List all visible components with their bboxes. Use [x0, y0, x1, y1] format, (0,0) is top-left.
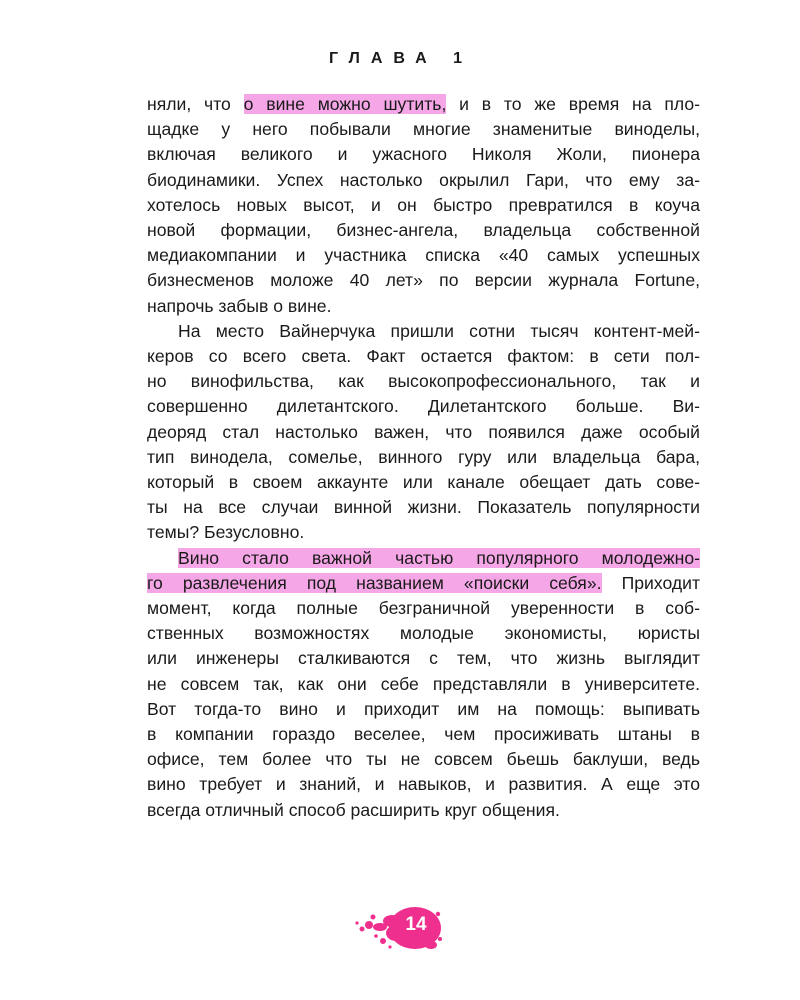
running-head: ГЛАВА 1 — [328, 50, 474, 67]
text-segment: хотелось новых высот, и он быстро превратился в коуча — [147, 194, 700, 215]
text-line — [147, 218, 700, 243]
text-segment: момент, когда полные безграничной уверенности в соб- — [147, 598, 700, 619]
text-segment: включая великого и ужасного Николя Жоли, пионера — [147, 144, 700, 165]
text-line — [147, 546, 700, 571]
text-line — [147, 621, 700, 646]
text-line — [147, 243, 700, 268]
text-line — [147, 520, 700, 545]
text-line — [147, 193, 700, 218]
text-line — [147, 747, 700, 772]
text-line — [147, 168, 700, 193]
text-segment: На место Вайнерчука пришли сотни тысяч контент-мей- — [178, 320, 700, 341]
text-line — [147, 344, 700, 369]
text-segment: биодинамики. Успех настолько окрылил Гари, что ему за- — [147, 169, 700, 190]
text-segment: ты на все случаи винной жизни. Показатель популярности — [147, 497, 700, 518]
text-segment: щадке у него побывали многие знаменитые виноделы, — [147, 119, 700, 140]
body-text — [147, 92, 700, 823]
text-line — [147, 722, 700, 747]
text-line — [147, 697, 700, 722]
text-line — [147, 445, 700, 470]
text-segment: напрочь забыв о вине. — [147, 295, 332, 316]
text-segment: няли, что — [147, 94, 244, 114]
text-line — [147, 117, 700, 142]
text-line — [147, 420, 700, 445]
text-line — [147, 394, 700, 419]
highlighted-text: Вино стало важной частью популярного молодежно- — [178, 547, 700, 568]
text-segment: офисе, тем более что ты не совсем бьешь баклуши, ведь — [147, 749, 700, 770]
highlighted-text: го развлечения под названием «поиски себя». — [147, 572, 602, 593]
text-segment: Вот тогда-то вино и приходит им на помощь: выпивать — [147, 698, 700, 719]
text-line — [147, 369, 700, 394]
text-segment: который в своем аккаунте или канале обещает дать сове- — [147, 472, 700, 493]
text-segment: новой формации, бизнес-ангела, владельца собственной — [147, 220, 700, 241]
text-segment: Приходит — [601, 572, 700, 593]
text-line — [147, 772, 700, 797]
text-segment: ственных возможностях молодые экономисты, юристы — [147, 623, 700, 644]
text-segment: тип винодела, сомелье, винного гуру или владельца бара, — [147, 446, 700, 467]
text-segment: медиакомпании и участника списка «40 самых успешных — [147, 245, 700, 266]
text-segment: не совсем так, как они себе представляли в университете. — [147, 673, 700, 694]
highlighted-text: о вине можно шутить, — [243, 94, 447, 114]
text-segment: совершенно дилетантского. Дилетантского больше. Ви- — [147, 396, 700, 417]
text-line — [147, 495, 700, 520]
text-segment: бизнесменов моложе 40 лет» по версии журнала Fortune, — [147, 270, 700, 291]
text-line — [147, 92, 700, 117]
text-segment: темы? Безусловно. — [147, 522, 305, 543]
text-line — [147, 798, 700, 823]
text-line — [147, 319, 700, 344]
text-line — [147, 571, 700, 596]
text-segment: в компании гораздо веселее, чем просиживать штаны в — [147, 724, 700, 745]
text-line — [147, 142, 700, 167]
text-line — [147, 294, 700, 319]
text-segment: но винофильства, как высокопрофессионального, так и — [147, 371, 700, 392]
text-line — [147, 672, 700, 697]
text-segment: вино требует и знаний, и навыков, и развития. А еще это — [147, 774, 700, 795]
text-segment: или инженеры сталкиваются с тем, что жизнь выглядит — [147, 648, 700, 669]
text-segment: всегда отличный способ расширить круг общения. — [147, 799, 560, 820]
page-number: 14 — [405, 914, 427, 935]
text-line — [147, 470, 700, 495]
text-line — [147, 268, 700, 293]
text-segment: и в то же время на пло- — [446, 94, 700, 114]
text-line — [147, 646, 700, 671]
text-line — [147, 596, 700, 621]
text-segment: керов со всего света. Факт остается фактом: в сети пол- — [147, 346, 700, 367]
text-segment: деоряд стал настолько важен, что появился даже особый — [147, 421, 700, 442]
